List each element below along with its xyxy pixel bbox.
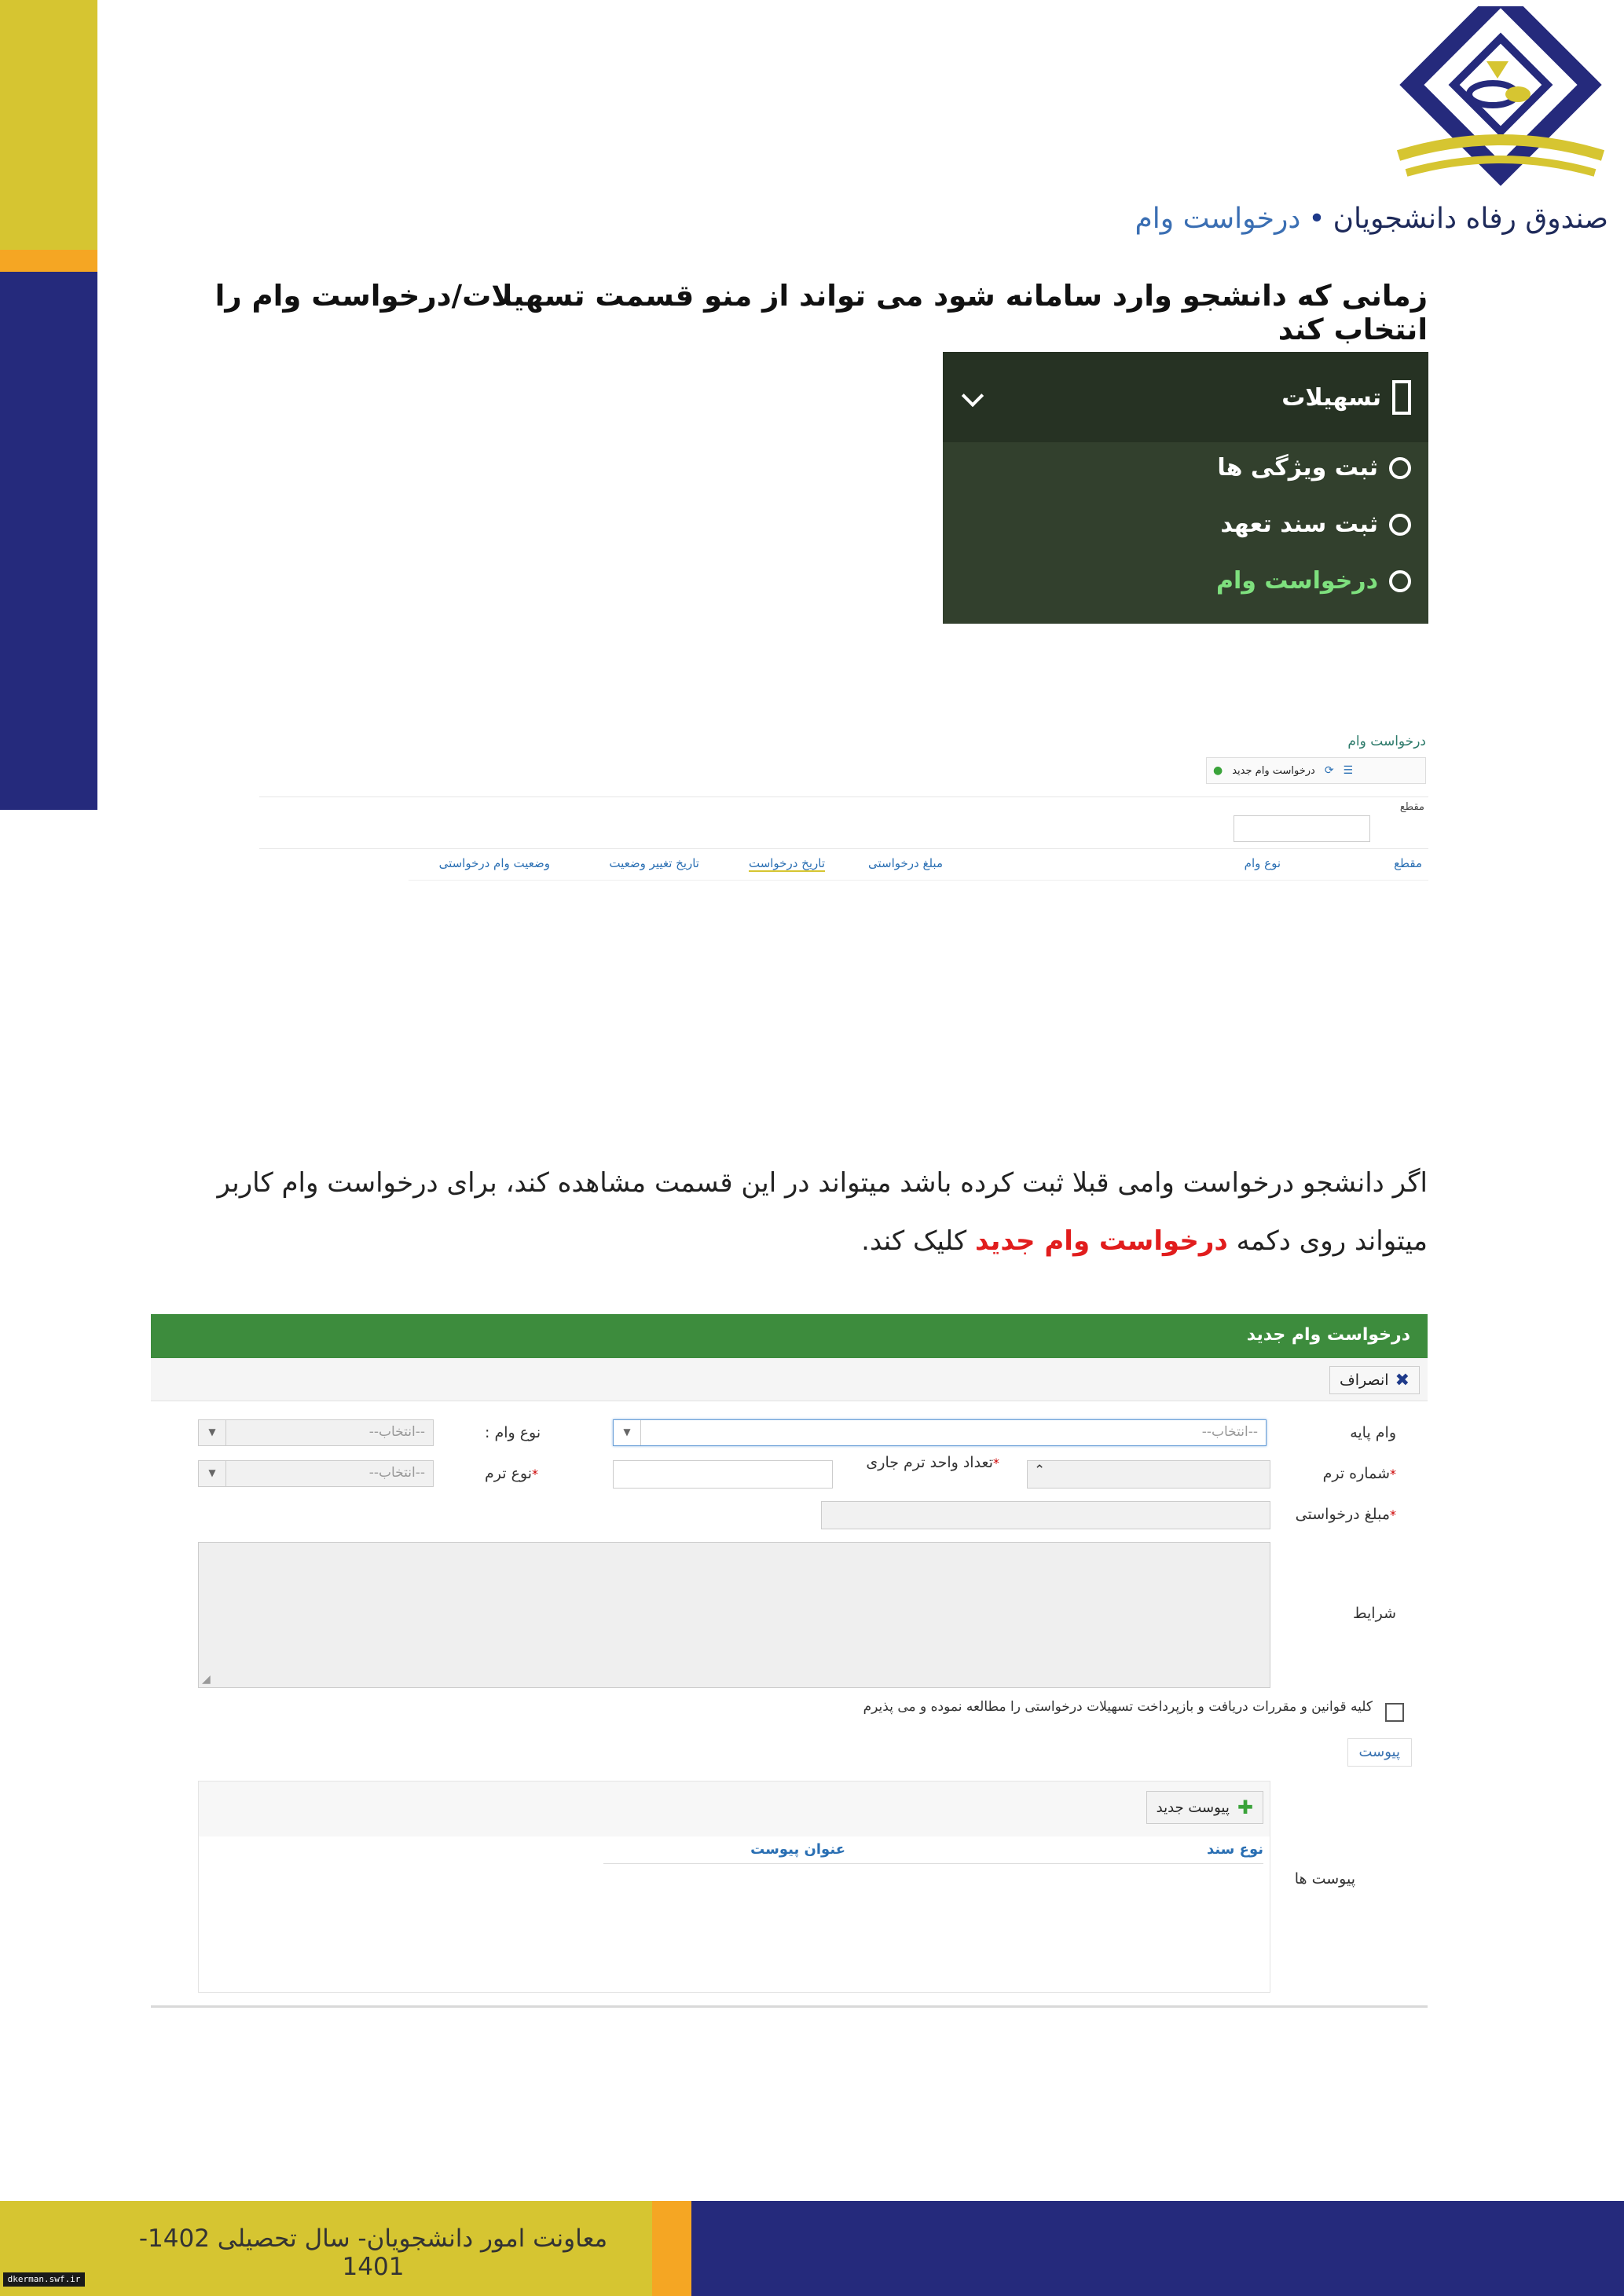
- bullet-icon: •: [1308, 203, 1325, 235]
- column-header[interactable]: وضعیت وام درخواستی: [438, 856, 550, 870]
- side-bar-yellow: [0, 0, 97, 271]
- new-attachment-label: پیوست جدید: [1156, 1799, 1230, 1816]
- column-header[interactable]: تاریخ تغییر وضعیت: [609, 856, 699, 870]
- add-icon: ●: [1213, 764, 1223, 777]
- list-title: درخواست وام: [1347, 734, 1426, 749]
- column-header[interactable]: مقطع: [1394, 856, 1422, 870]
- form-header: [151, 1314, 1428, 1358]
- paragraph-text: کلیک کند.: [861, 1225, 975, 1257]
- tab-attachment[interactable]: پیوست: [1347, 1738, 1413, 1767]
- paragraph-line-2: [155, 1225, 1428, 1257]
- term-number-input[interactable]: [1027, 1460, 1270, 1489]
- list-view-icon[interactable]: ☰: [1343, 764, 1354, 777]
- chevron-down-icon: ▼: [614, 1420, 641, 1445]
- circle-icon: [1389, 457, 1411, 479]
- attachments-toolbar: [199, 1782, 1270, 1836]
- divider: [603, 1863, 1263, 1864]
- circle-icon: [1389, 514, 1411, 536]
- new-attachment-button[interactable]: [1146, 1791, 1263, 1824]
- current-units-label: *تعداد واحد ترم جاری: [866, 1454, 999, 1471]
- divider: [259, 796, 1428, 797]
- base-loan-select[interactable]: [613, 1419, 1267, 1446]
- divider: [259, 848, 1428, 849]
- agreement-text: کلیه قوانین و مقررات دریافت و بازپرداخت تسهیلات درخواستی را مطالعه نموده و می پذیرم: [863, 1699, 1373, 1715]
- resize-handle-icon[interactable]: ◢: [202, 1673, 211, 1686]
- column-header[interactable]: مبلغ درخواستی: [868, 856, 943, 870]
- filter-input[interactable]: [1234, 815, 1370, 842]
- menu-group-label: تسهیلات: [1281, 383, 1381, 412]
- select-placeholder: --انتخاب--: [368, 1424, 425, 1440]
- cancel-button[interactable]: [1329, 1366, 1420, 1394]
- current-units-input[interactable]: [613, 1460, 833, 1489]
- column-header[interactable]: عنوان پیوست: [750, 1841, 845, 1858]
- column-header[interactable]: نوع وام: [1244, 856, 1281, 870]
- attachments-panel: [198, 1781, 1270, 1993]
- new-loan-form: [151, 1314, 1428, 2008]
- highlighted-button-name: درخواست وام جدید: [975, 1225, 1228, 1257]
- footer-text: معاونت امور دانشجویان- سال تحصیلی 1402-1401: [138, 2225, 608, 2281]
- select-placeholder: --انتخاب--: [1201, 1424, 1258, 1440]
- column-header-sorted[interactable]: تاریخ درخواست: [748, 856, 825, 870]
- cancel-label: انصراف: [1340, 1371, 1389, 1389]
- menu-item-commitment[interactable]: [1220, 511, 1411, 538]
- requested-amount-input[interactable]: [821, 1501, 1270, 1529]
- side-bar-orange: [0, 250, 97, 272]
- fund-logo: [1383, 6, 1619, 189]
- column-header[interactable]: نوع سند: [1206, 1841, 1263, 1858]
- menu-group-facilities[interactable]: [1281, 380, 1411, 415]
- menu-item-label: درخواست وام: [1215, 567, 1378, 595]
- chevron-down-icon: ▼: [199, 1420, 226, 1445]
- requested-amount-label: *مبلغ درخواستی: [1295, 1506, 1396, 1523]
- intro-text: زمانی که دانشجو وارد سامانه شود می تواند از منو قسمت تسهیلات/درخواست وام را انتخاب کند: [214, 279, 1428, 346]
- list-toolbar: [1206, 757, 1426, 784]
- menu-screenshot: [943, 352, 1428, 624]
- loan-type-label: نوع وام :: [485, 1424, 541, 1441]
- footer-bar-blue: [691, 2201, 1624, 2296]
- side-bar-blue: [0, 272, 97, 810]
- agreement-checkbox[interactable]: [1385, 1703, 1404, 1722]
- folder-icon: [1392, 380, 1411, 415]
- circle-icon: [1389, 570, 1411, 592]
- menu-item-label: ثبت ویژگی ها: [1217, 454, 1378, 482]
- term-number-label: *شماره ترم: [1322, 1465, 1396, 1482]
- form-title: درخواست وام جدید: [1246, 1325, 1410, 1345]
- paragraph-text: میتواند روی دکمه: [1227, 1225, 1428, 1257]
- close-icon: ✖: [1395, 1370, 1410, 1390]
- footer-tag: dkerman.swf.ir: [3, 2272, 85, 2287]
- conditions-label: شرایط: [1352, 1605, 1396, 1622]
- chevron-down-icon: ▼: [199, 1461, 226, 1486]
- stepper-icon[interactable]: ⌃: [1034, 1463, 1046, 1478]
- footer-bar-orange: [652, 2201, 691, 2296]
- divider: [409, 880, 1428, 881]
- menu-item-label: ثبت سند تعهد: [1220, 511, 1378, 538]
- page-header: [1135, 203, 1608, 235]
- loan-type-select[interactable]: [198, 1419, 434, 1446]
- paragraph-line-1: اگر دانشجو درخواست وامی قبلا ثبت کرده باشد میتواند در این قسمت مشاهده کند، برای درخواست وام کاربر: [217, 1167, 1428, 1199]
- plus-icon: ✚: [1237, 1796, 1253, 1818]
- select-placeholder: --انتخاب--: [368, 1465, 425, 1481]
- filter-label: مقطع: [1399, 801, 1424, 813]
- term-type-select[interactable]: [198, 1460, 434, 1487]
- refresh-icon[interactable]: ⟳: [1324, 764, 1334, 777]
- section-topic: درخواست وام: [1135, 203, 1301, 235]
- attachments-label: پیوست ها: [1294, 1870, 1355, 1888]
- term-type-label: *نوع ترم: [485, 1465, 539, 1482]
- form-toolbar: [151, 1358, 1428, 1401]
- conditions-textarea[interactable]: [198, 1542, 1270, 1688]
- new-loan-button[interactable]: درخواست وام جدید: [1232, 764, 1315, 777]
- menu-item-features[interactable]: [1217, 454, 1411, 482]
- org-name: صندوق رفاه دانشجویان: [1333, 203, 1608, 235]
- list-columns: [409, 856, 1422, 880]
- menu-item-loan-request[interactable]: [1216, 567, 1411, 595]
- base-loan-label: وام پایه: [1350, 1424, 1396, 1441]
